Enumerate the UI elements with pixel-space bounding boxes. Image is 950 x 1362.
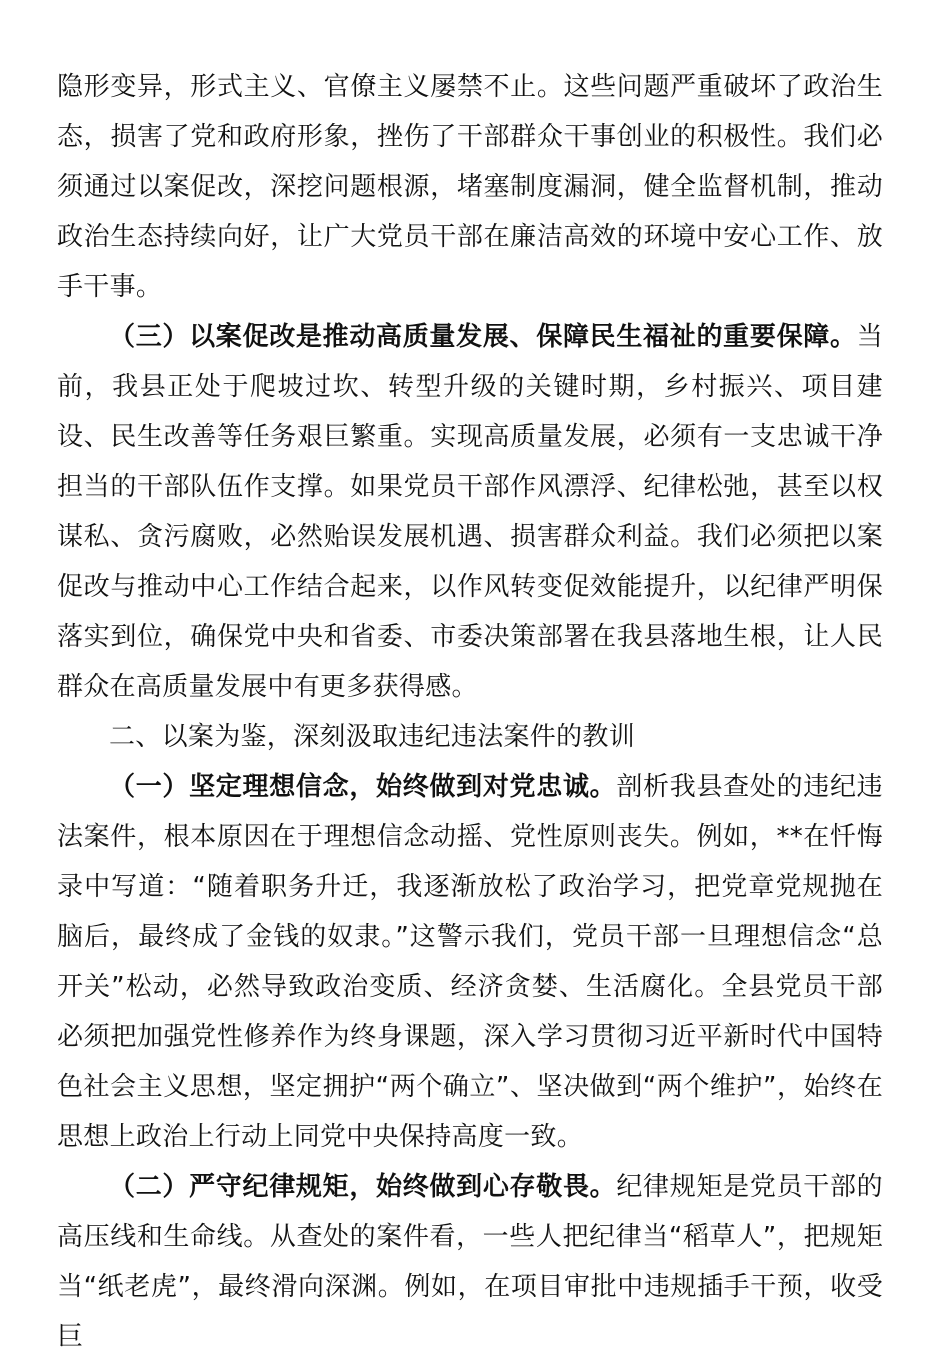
paragraph-lead-bold: （三）以案促改是推动高质量发展、保障民生福祉的重要保障。 xyxy=(109,322,857,352)
section-heading xyxy=(57,712,883,762)
paragraph-lead-bold: （二）严守纪律规矩，始终做到心存敬畏。 xyxy=(109,1172,617,1202)
paragraph-text: 隐形变异，形式主义、官僚主义屡禁不止。这些问题严重破坏了政治生态，损害了党和政府形象，挫伤了干部群众干事创业的积极性。我们必须通过以案促改，深挖问题根源，堵塞制度漏洞，健全监督机制，推动政治生态持续向好，让广大党员干部在廉洁高效的环境中安心工作、放手干事。 xyxy=(57,72,883,302)
paragraph-3 xyxy=(57,762,883,1162)
paragraph-1 xyxy=(57,62,883,312)
paragraph-text: 当前，我县正处于爬坡过坎、转型升级的关键时期，乡村振兴、项目建设、民生改善等任务艰巨繁重。实现高质量发展，必须有一支忠诚干净担当的干部队伍作支撑。如果党员干部作风漂浮、纪律松弛，甚至以权谋私、贪污腐败，必然贻误发展机遇、损害群众利益。我们必须把以案促改与推动中心工作结合起来，以作风转变促效能提升，以纪律严明保落实到位，确保党中央和省委、市委决策部署在我县落地生根，让人民群众在高质量发展中有更多获得感。 xyxy=(57,322,883,702)
paragraph-4 xyxy=(57,1162,883,1362)
paragraph-2 xyxy=(57,312,883,712)
document-body xyxy=(57,62,883,1362)
paragraph-lead-bold: （一）坚定理想信念，始终做到对党忠诚。 xyxy=(109,772,617,802)
paragraph-text: 纪律规矩是党员干部的高压线和生命线。从查处的案件看，一些人把纪律当“稻草人”，把规矩当“纸老虎”，最终滑向深渊。例如，在项目审批中违规插手干预，收受巨 xyxy=(57,1172,883,1352)
section-heading-text: 二、以案为鉴，深刻汲取违纪违法案件的教训 xyxy=(109,722,636,752)
paragraph-text: 剖析我县查处的违纪违法案件，根本原因在于理想信念动摇、党性原则丧失。例如，**在忏悔录中写道：“随着职务升迁，我逐渐放松了政治学习，把党章党规抛在脑后，最终成了金钱的奴隶。”这警示我们，党员干部一旦理想信念“总开关”松动，必然导致政治变质、经济贪婪、生活腐化。全县党员干部必须把加强党性修养作为终身课题，深入学习贯彻习近平新时代中国特色社会主义思想，坚定拥护“两个确立”、坚决做到“两个维护”，始终在思想上政治上行动上同党中央保持高度一致。 xyxy=(57,772,883,1152)
